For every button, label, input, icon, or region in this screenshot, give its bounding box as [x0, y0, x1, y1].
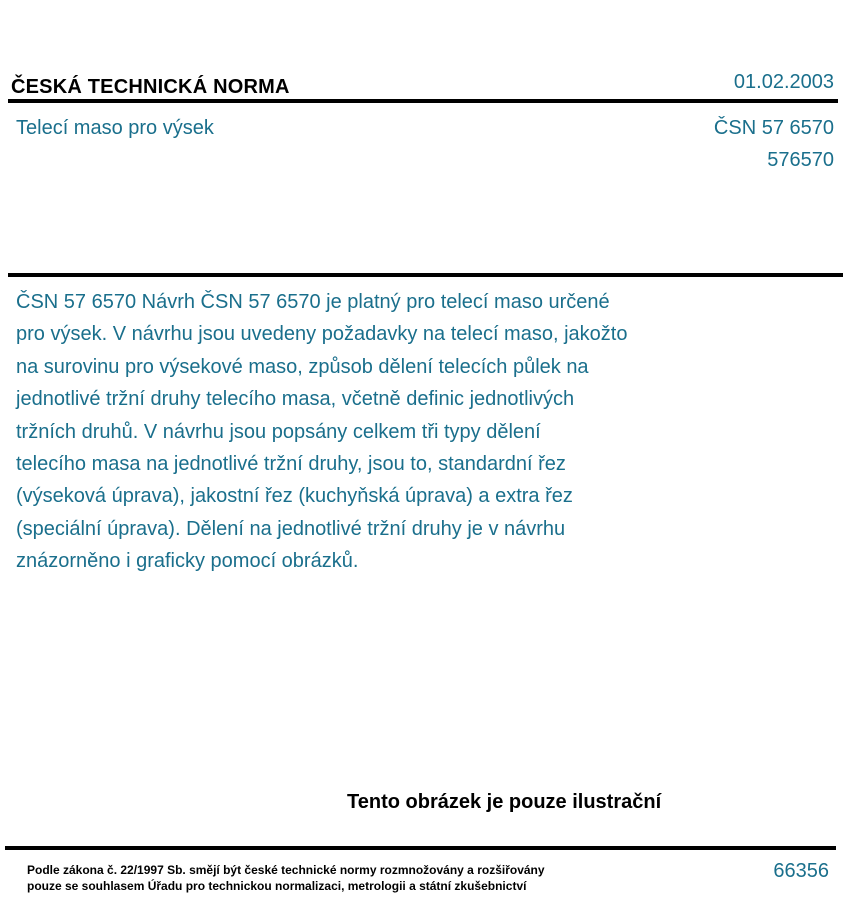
standard-subject: Telecí maso pro výsek: [16, 117, 214, 139]
footer-divider: [5, 846, 836, 850]
abstract-line: ČSN 57 6570 Návrh ČSN 57 6570 je platný pro telecí maso určené: [16, 291, 610, 313]
abstract-line: na surovinu pro výsekové maso, způsob dělení telecích půlek na: [16, 355, 589, 378]
standard-number: ČSN 57 6570: [713, 117, 834, 139]
abstract-paragraph: [16, 286, 696, 578]
abstract-line: (výseková úprava), jakostní řez (kuchyňská úprava) a extra řez: [16, 485, 573, 508]
legal-line: pouze se souhlasem Úřadu pro technickou normalizaci, metrologii a státní zkušebnictví: [27, 879, 527, 893]
abstract-line: pro výsek. V návrhu jsou uvedeny požadavky na telecí maso, jakožto: [16, 323, 628, 346]
abstract-line: (speciální úprava). Dělení na jednotlivé tržní druhy je v návrhu: [16, 517, 566, 540]
document-id: 66356: [773, 860, 829, 882]
abstract-line: znázorněno i graficky pomocí obrázků.: [16, 550, 359, 573]
abstract-line: jednotlivé tržní druhy telecího masa, včetně definic jednotlivých: [16, 388, 575, 411]
section-divider: [8, 273, 843, 277]
publication-date: 01.02.2003: [733, 71, 834, 93]
classification-number: 576570: [767, 149, 834, 171]
document-heading: ČESKÁ TECHNICKÁ NORMA: [11, 76, 290, 98]
illustration-note: Tento obrázek je pouze ilustrační: [347, 791, 662, 813]
abstract-line: tržních druhů. V návrhu jsou popsány celkem tři typy dělení: [16, 420, 541, 443]
abstract-line: telecího masa na jednotlivé tržní druhy, jsou to, standardní řez: [16, 453, 566, 476]
header-divider: [8, 99, 838, 103]
legal-line: Podle zákona č. 22/1997 Sb. smějí být české technické normy rozmnožovány a rozšiřovány: [27, 863, 545, 877]
legal-notice: [27, 862, 545, 894]
